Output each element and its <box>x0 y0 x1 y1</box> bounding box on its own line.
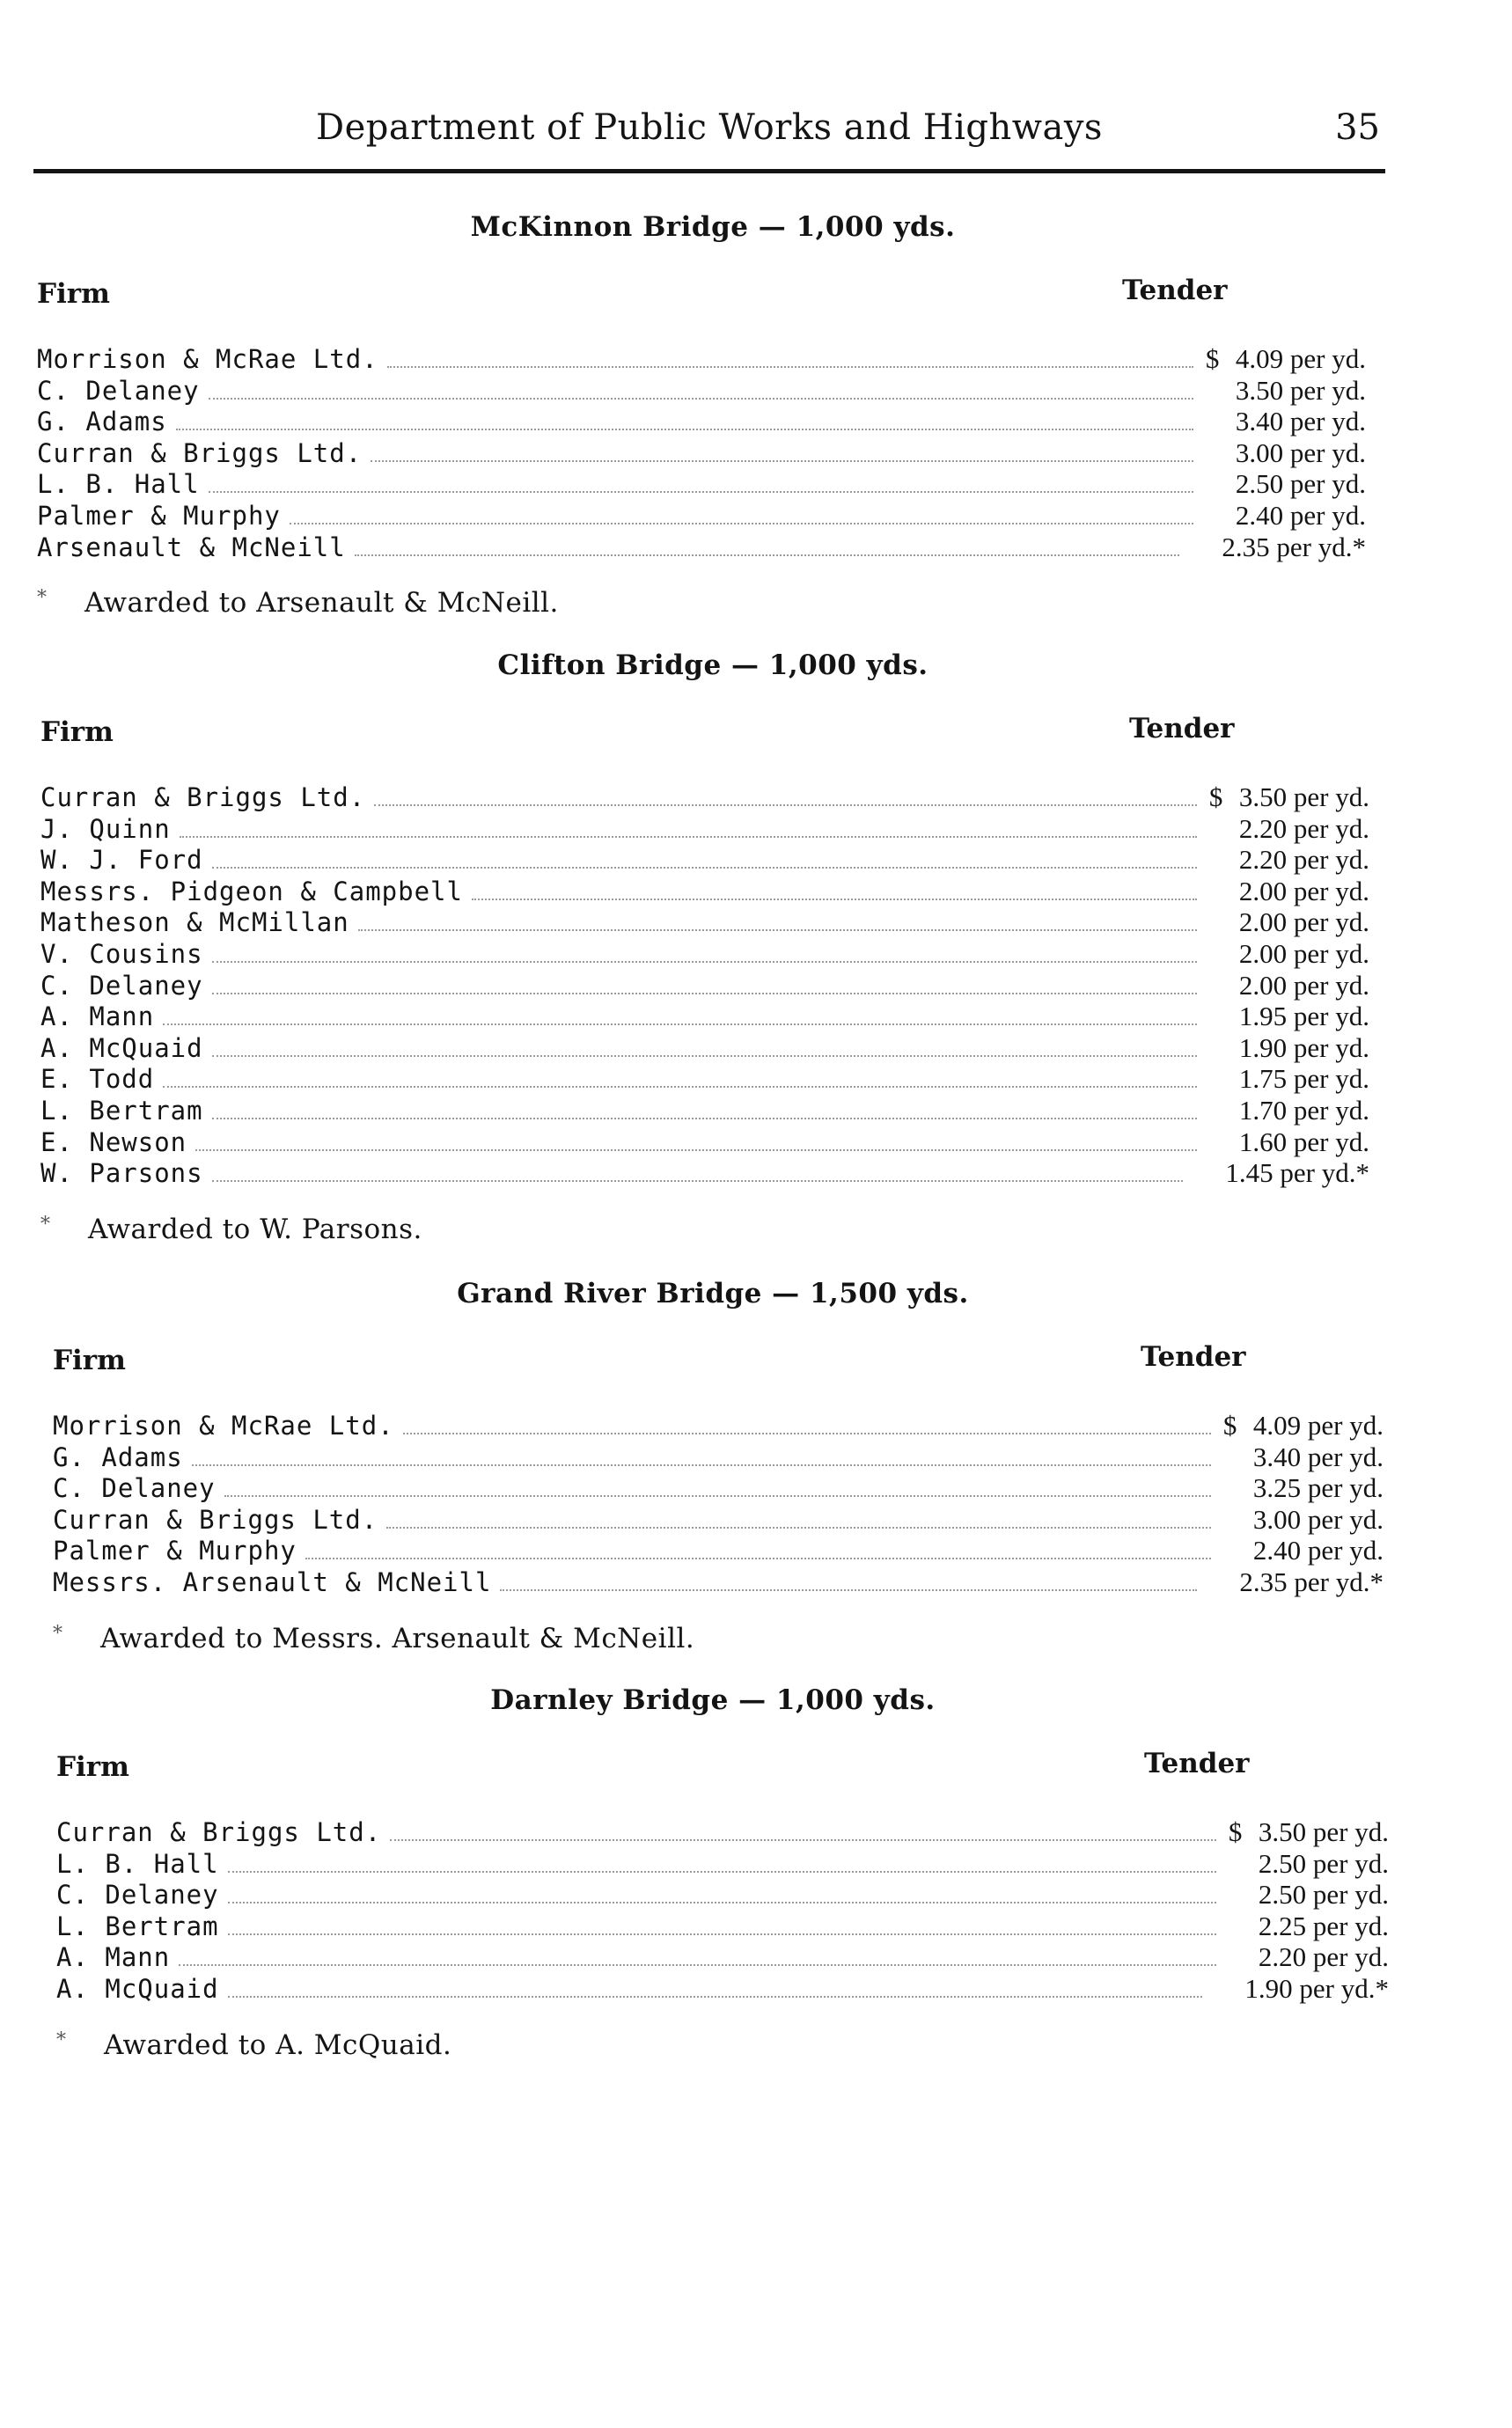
dot-leader <box>209 490 1193 493</box>
tender-amount: 2.20 per yd. <box>1238 812 1369 844</box>
tender-value <box>1206 406 1366 437</box>
tender-column-header: Tender <box>1141 1341 1246 1373</box>
dot-leader <box>472 898 1197 900</box>
table-row <box>40 844 1369 876</box>
dot-leader <box>358 928 1197 931</box>
tender-amount: 2.20 per yd. <box>1258 1941 1389 1973</box>
tender-amount: 2.50 per yd. <box>1258 1847 1389 1879</box>
tender-value <box>1209 1126 1369 1158</box>
dot-leader <box>195 1148 1197 1151</box>
tender-value <box>1192 532 1366 563</box>
tender-amount: 2.40 per yd. <box>1252 1535 1384 1566</box>
firm-name: V. Cousins <box>40 938 203 969</box>
tender-value <box>1209 1063 1369 1095</box>
tender-value <box>1223 1535 1384 1566</box>
firm-name: A. McQuaid <box>40 1032 203 1063</box>
dot-leader <box>403 1432 1211 1434</box>
tender-value <box>1209 906 1369 938</box>
tender-amount: 2.00 per yd. <box>1238 875 1369 906</box>
firm-name: Palmer & Murphy <box>53 1536 297 1566</box>
table-row <box>53 1504 1384 1536</box>
dot-leader <box>212 866 1197 869</box>
section-title: Darnley Bridge — 1,000 yds. <box>490 1684 936 1716</box>
award-note <box>37 587 559 619</box>
award-note <box>53 1623 694 1654</box>
tender-value <box>1195 1157 1369 1189</box>
tender-value <box>1229 1816 1389 1848</box>
firm-name: E. Newson <box>40 1126 187 1157</box>
tender-value <box>1223 1410 1384 1441</box>
table-row <box>56 1973 1389 2005</box>
table-row <box>40 781 1369 813</box>
dot-leader <box>387 365 1193 368</box>
firm-name: J. Quinn <box>40 813 171 844</box>
tender-amount: 1.70 per yd. <box>1238 1094 1369 1126</box>
section-title: Grand River Bridge — 1,500 yds. <box>457 1278 969 1309</box>
firm-name: L. B. Hall <box>56 1848 219 1879</box>
firm-name: Curran & Briggs Ltd. <box>37 437 363 468</box>
tender-value <box>1209 844 1369 876</box>
dot-leader <box>180 835 1197 838</box>
table-row <box>40 876 1369 907</box>
dot-leader <box>212 1054 1197 1057</box>
header-rule <box>33 169 1385 173</box>
tender-value <box>1229 1848 1389 1880</box>
tender-value <box>1209 970 1369 1001</box>
tender-amount: 2.00 per yd. <box>1238 969 1369 1001</box>
tender-amount: 2.35 per yd.* <box>1222 531 1366 562</box>
asterisk-marker: * <box>37 587 48 610</box>
firm-name: C. Delaney <box>40 970 203 1001</box>
tender-amount: 3.25 per yd. <box>1252 1472 1384 1504</box>
award-note <box>56 2029 451 2061</box>
tender-amount: 2.25 per yd. <box>1258 1910 1389 1941</box>
tender-amount: 3.00 per yd. <box>1235 436 1366 468</box>
firm-name: W. J. Ford <box>40 845 203 876</box>
tender-column-header: Tender <box>1144 1748 1250 1779</box>
tender-amount: 3.50 per yd. <box>1238 781 1369 812</box>
dot-leader <box>224 1494 1211 1497</box>
firm-name: G. Adams <box>53 1441 183 1472</box>
tender-amount: 3.40 per yd. <box>1235 406 1366 437</box>
firm-name: L. Bertram <box>40 1095 203 1126</box>
dot-leader <box>209 397 1193 400</box>
tender-value <box>1206 375 1366 407</box>
tender-amount: 3.40 per yd. <box>1252 1441 1384 1472</box>
dot-leader <box>374 803 1197 806</box>
table-row <box>53 1535 1384 1566</box>
dot-leader <box>371 459 1193 462</box>
firm-name: Matheson & McMillan <box>40 907 349 938</box>
firm-column-header: Firm <box>40 716 114 748</box>
table-row <box>40 1157 1369 1189</box>
tender-amount: 2.00 per yd. <box>1238 906 1369 938</box>
tender-value <box>1209 1001 1369 1032</box>
table-row <box>37 406 1366 437</box>
table-row <box>56 1911 1389 1942</box>
dot-leader <box>163 1023 1197 1025</box>
tender-amount: 1.60 per yd. <box>1238 1126 1369 1157</box>
table-row <box>40 1032 1369 1064</box>
award-text: Awarded to Messrs. Arsenault & McNeill. <box>100 1622 695 1654</box>
table-row <box>53 1472 1384 1504</box>
firm-column-header: Firm <box>53 1345 126 1376</box>
table-row <box>40 813 1369 845</box>
dot-leader <box>163 1085 1197 1088</box>
table-row <box>37 343 1366 375</box>
dot-leader <box>212 1117 1197 1119</box>
dot-leader <box>500 1588 1197 1591</box>
dot-leader <box>212 992 1197 994</box>
table-row <box>37 437 1366 469</box>
tender-amount: 1.45 per yd.* <box>1225 1157 1369 1189</box>
tender-value <box>1209 1032 1369 1064</box>
table-row <box>37 468 1366 500</box>
tender-value <box>1229 1911 1389 1942</box>
firm-name: Arsenault & McNeill <box>37 532 346 562</box>
tender-amount: 1.95 per yd. <box>1238 1001 1369 1032</box>
dollar-sign: $ <box>1222 1410 1237 1441</box>
firm-name: Messrs. Arsenault & McNeill <box>53 1566 492 1597</box>
asterisk-marker: * <box>40 1213 51 1236</box>
tender-column-header: Tender <box>1122 275 1228 306</box>
tender-value <box>1209 938 1369 970</box>
tender-amount: 3.50 per yd. <box>1235 374 1366 406</box>
firm-name: L. Bertram <box>56 1911 219 1941</box>
tender-value <box>1206 437 1366 469</box>
dot-leader <box>212 1179 1184 1182</box>
tender-value <box>1206 500 1366 532</box>
table-row <box>56 1816 1389 1848</box>
firm-name: Palmer & Murphy <box>37 500 281 531</box>
tender-amount: 2.50 per yd. <box>1235 468 1366 500</box>
section-title: Clifton Bridge — 1,000 yds. <box>497 649 928 681</box>
firm-name: C. Delaney <box>53 1473 216 1504</box>
tender-amount: 1.90 per yd.* <box>1244 1972 1389 2004</box>
dot-leader <box>192 1463 1211 1466</box>
dot-leader <box>228 1901 1216 1904</box>
tender-value <box>1229 1879 1389 1911</box>
tender-value <box>1223 1504 1384 1536</box>
tender-value <box>1206 343 1366 375</box>
tender-value <box>1215 1973 1389 2005</box>
dollar-sign: $ <box>1228 1816 1243 1847</box>
tender-value <box>1206 468 1366 500</box>
dot-leader <box>386 1526 1211 1529</box>
tender-amount: 2.50 per yd. <box>1258 1879 1389 1911</box>
tender-column-header: Tender <box>1129 713 1235 745</box>
firm-name: E. Todd <box>40 1064 155 1095</box>
firm-name: A. Mann <box>40 1001 155 1032</box>
table-row <box>56 1941 1389 1973</box>
firm-column-header: Firm <box>56 1751 129 1783</box>
table-row <box>40 938 1369 970</box>
firm-name: Morrison & McRae Ltd. <box>53 1411 394 1441</box>
table-row <box>40 970 1369 1001</box>
firm-name: W. Parsons <box>40 1158 203 1189</box>
table-row <box>53 1410 1384 1441</box>
firm-name: A. Mann <box>56 1942 171 1973</box>
tender-value <box>1209 1095 1369 1126</box>
firm-name: Curran & Briggs Ltd. <box>40 782 366 812</box>
tender-table <box>40 781 1369 1189</box>
firm-name: Messrs. Pidgeon & Campbell <box>40 876 463 906</box>
firm-name: Morrison & McRae Ltd. <box>37 344 378 374</box>
award-text: Awarded to A. McQuaid. <box>104 2028 452 2061</box>
tender-value <box>1209 876 1369 907</box>
table-row <box>53 1441 1384 1473</box>
award-note <box>40 1214 422 1245</box>
tender-value <box>1209 1566 1384 1598</box>
dot-leader <box>176 428 1193 430</box>
dot-leader <box>212 960 1197 963</box>
tender-table <box>56 1816 1389 2005</box>
tender-table <box>53 1410 1384 1598</box>
table-row <box>56 1848 1389 1880</box>
table-row <box>40 1095 1369 1126</box>
tender-amount: 4.09 per yd. <box>1252 1410 1384 1441</box>
firm-name: C. Delaney <box>56 1880 219 1911</box>
section-title: McKinnon Bridge — 1,000 yds. <box>470 211 956 243</box>
table-row <box>40 1126 1369 1158</box>
firm-name: G. Adams <box>37 407 167 437</box>
dot-leader <box>390 1838 1216 1841</box>
dot-leader <box>305 1557 1211 1559</box>
table-row <box>40 906 1369 938</box>
dot-leader <box>290 522 1193 524</box>
table-row <box>40 1063 1369 1095</box>
award-text: Awarded to W. Parsons. <box>88 1213 422 1245</box>
tender-amount: 2.00 per yd. <box>1238 937 1369 969</box>
firm-column-header: Firm <box>37 278 110 310</box>
firm-name: C. Delaney <box>37 375 200 406</box>
asterisk-marker: * <box>53 1622 63 1645</box>
award-text: Awarded to Arsenault & McNeill. <box>84 587 559 620</box>
firm-name: Curran & Briggs Ltd. <box>56 1817 382 1847</box>
table-row <box>53 1566 1384 1598</box>
table-row <box>37 375 1366 407</box>
dot-leader <box>228 1870 1216 1873</box>
firm-name: Curran & Briggs Ltd. <box>53 1504 378 1535</box>
tender-value <box>1223 1441 1384 1473</box>
dot-leader <box>179 1963 1216 1966</box>
tender-amount: 4.09 per yd. <box>1235 343 1366 374</box>
tender-amount: 1.75 per yd. <box>1238 1063 1369 1095</box>
table-row <box>56 1879 1389 1911</box>
table-row <box>37 532 1366 563</box>
firm-name: A. McQuaid <box>56 1973 219 2004</box>
dollar-sign: $ <box>1205 343 1220 374</box>
asterisk-marker: * <box>56 2028 67 2051</box>
dot-leader <box>228 1995 1203 1998</box>
tender-amount: 2.40 per yd. <box>1235 499 1366 531</box>
tender-amount: 3.50 per yd. <box>1258 1816 1389 1847</box>
tender-amount: 2.35 per yd.* <box>1239 1566 1384 1597</box>
page-header <box>33 104 1385 157</box>
page-number: 35 <box>1335 107 1380 148</box>
tender-amount: 3.00 per yd. <box>1252 1503 1384 1535</box>
dollar-sign: $ <box>1208 781 1223 812</box>
tender-value <box>1209 813 1369 845</box>
page-title: Department of Public Works and Highways <box>316 107 1103 148</box>
table-row <box>40 1001 1369 1032</box>
dot-leader <box>228 1933 1216 1935</box>
tender-value <box>1223 1472 1384 1504</box>
tender-amount: 1.90 per yd. <box>1238 1031 1369 1063</box>
dot-leader <box>355 554 1180 556</box>
firm-name: L. B. Hall <box>37 469 200 500</box>
tender-value <box>1229 1941 1389 1973</box>
table-row <box>37 500 1366 532</box>
tender-amount: 2.20 per yd. <box>1238 844 1369 876</box>
tender-value <box>1209 781 1369 813</box>
tender-table <box>37 343 1366 562</box>
